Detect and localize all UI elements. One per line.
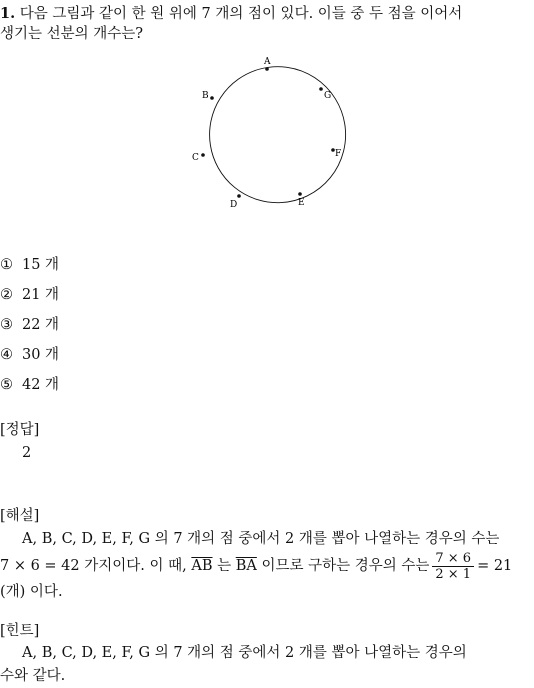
explanation-text-b: 는	[217, 557, 232, 574]
circle-outline	[210, 67, 346, 203]
question-text-2: 생기는 선분의 개수는?	[0, 26, 144, 42]
explanation-line-3: (개) 이다.	[0, 584, 63, 600]
choice-2-text: 21 개	[22, 287, 60, 303]
choice-3-text: 22 개	[22, 317, 60, 333]
choice-5-mark: ⑤	[0, 377, 13, 393]
choice-1[interactable]	[0, 256, 59, 274]
answer-heading: [정답]	[0, 422, 40, 438]
hint-body	[0, 642, 534, 688]
point-d	[230, 194, 241, 210]
choice-5-text: 42 개	[22, 377, 60, 393]
explanation-heading: [해설]	[0, 508, 40, 524]
fraction-denominator: 2 × 1	[435, 566, 472, 582]
answer-value: 2	[22, 445, 32, 461]
svg-text:B: B	[202, 91, 209, 101]
svg-text:D: D	[230, 200, 238, 210]
point-c	[192, 153, 205, 163]
svg-text:C: C	[192, 153, 199, 163]
choice-1-mark: ①	[0, 257, 13, 273]
hint-line-1: A, B, C, D, E, F, G 의 7 개의 점 중에서 2 개를 뽑아 나열하는 경우의	[22, 645, 467, 661]
svg-text:F: F	[335, 149, 342, 159]
svg-text:A: A	[264, 57, 271, 67]
hint-heading: [힌트]	[0, 623, 40, 639]
explanation-line-1: A, B, C, D, E, F, G 의 7 개의 점 중에서 2 개를 뽑아 나열하는 경우의 수는	[22, 531, 500, 547]
svg-text:E: E	[298, 198, 305, 208]
point-a	[263, 57, 271, 71]
fraction-result: = 21	[477, 557, 513, 574]
hint-line-2: 수와 같다.	[0, 668, 66, 684]
choice-2[interactable]	[0, 286, 59, 304]
segment-ab: $\overline{AB}$	[191, 557, 213, 574]
fraction-numerator: 7 × 6	[432, 551, 474, 567]
choice-5[interactable]	[0, 376, 59, 394]
question-line-1	[0, 4, 534, 24]
question-number: 1.	[0, 5, 16, 22]
circle-figure	[185, 52, 350, 212]
question-text-1: 다음 그림과 같이 한 원 위에 7 개의 점이 있다. 이들 중 두 점을 이어서	[19, 6, 463, 22]
point-f	[331, 148, 341, 159]
explanation-text-a: 7 × 6 = 42 가지이다. 이 때,	[0, 557, 187, 574]
choice-4[interactable]	[0, 346, 59, 364]
point-e	[298, 192, 305, 208]
point-b	[202, 91, 214, 101]
point-g	[319, 87, 331, 101]
choice-2-mark: ②	[0, 287, 13, 303]
explanation-text-c: 이므로 구하는 경우의 수는	[261, 557, 430, 574]
fraction	[432, 551, 474, 582]
question	[0, 4, 534, 44]
choice-4-text: 30 개	[22, 347, 60, 363]
explanation-line-2	[0, 551, 534, 581]
segment-ba: $\overline{BA}$	[235, 557, 257, 574]
choice-3[interactable]	[0, 316, 59, 334]
choice-1-text: 15 개	[22, 257, 60, 273]
svg-text:G: G	[324, 91, 332, 101]
explanation-body	[0, 528, 534, 604]
choice-3-mark: ③	[0, 317, 13, 333]
choice-4-mark: ④	[0, 347, 13, 363]
